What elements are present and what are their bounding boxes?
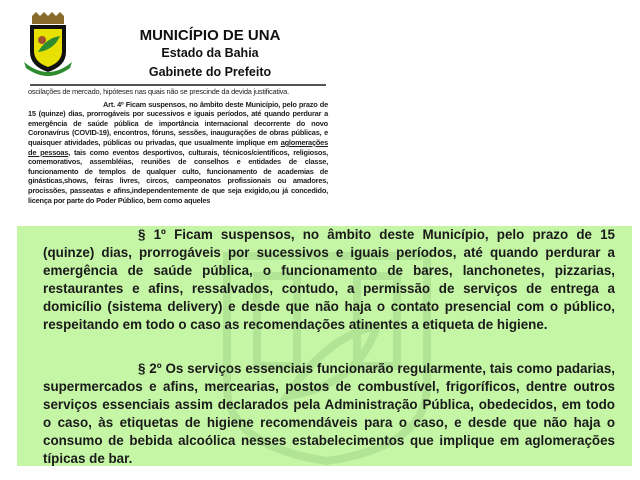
article-4-paragraph bbox=[28, 100, 328, 206]
paragraph-1 bbox=[43, 226, 615, 334]
document-continuation-text: oscilações de mercado, hipóteses nas quais não se prescinde da devida justificativa. bbox=[28, 87, 289, 96]
office-subtitle: Gabinete do Prefeito bbox=[148, 65, 272, 79]
article-4-text-start: Art. 4º Ficam suspensos, no âmbito deste Município, pelo prazo de 15 (quinze) dias, prorrogáveis por sucessivos e iguais períodos, até quando perdurar a emergência de saúde pública de importância internacional decorrente do novo Coronavírus (COVID-19), encontros, fóruns, sessões, inaugurações de obras públicas, e quaisquer atividades, públicas ou privadas, que usualmente implique em bbox=[28, 99, 328, 147]
paragraph-1-text: § 1º Ficam suspensos, no âmbito deste Município, pelo prazo de 15 (quinze) dias, prorrogáveis por sucessivos e iguais períodos, até quando perdurar a emergência de saúde pública, o funcionamento de bares, lanchonetes, pizzarias, restaurantes e afins, ressalvados, contudo, a permissão de serviços de entrega a domicílio (sistema delivery) e desde que não haja o contato presencial com o público, respeitando em todo o caso as recomendações atinentes a etiqueta de higiene. bbox=[43, 227, 615, 332]
paragraph-2 bbox=[43, 360, 615, 466]
municipality-title: MUNICÍPIO DE UNA bbox=[139, 27, 281, 44]
municipal-coat-of-arms-logo bbox=[24, 12, 72, 78]
article-4-underlined-text: aglomerações de pessoas bbox=[28, 137, 328, 157]
article-4-text-end: , tais como eventos desportivos, culturais, técnicos/científicos, religiosos, comemorativos, assembléias, reuniões de conselhos e entidades de classe, funcionamento de templos de qualquer culto, funcionamento de academias de ginásticas,shows, feiras livres, circos, campeonatos profissionais ou amadores, procissões, passeatas e afins,independentemente de que seja exigido,ou já concedido, licença por parte do Poder Público, bem como aqueles bbox=[28, 147, 328, 205]
document-body bbox=[28, 87, 328, 205]
header-divider bbox=[30, 84, 326, 86]
state-subtitle: Estado da Bahia bbox=[161, 46, 259, 60]
highlighted-excerpt bbox=[17, 226, 632, 466]
paragraph-2-text: § 2º Os serviços essenciais funcionarão regularmente, tais como padarias, supermercados e afins, mercearias, postos de combustível, frigoríficos, dentre outros serviços essenciais assim declarados pela Administração Pública, obedecidos, em todo o caso, às etiquetas de higiene recomendáveis para o caso, e desde que não haja o consumo de bebida alcoólica nesses estabelecimentos que implique em aglomerações típicas de bar. bbox=[43, 361, 615, 466]
